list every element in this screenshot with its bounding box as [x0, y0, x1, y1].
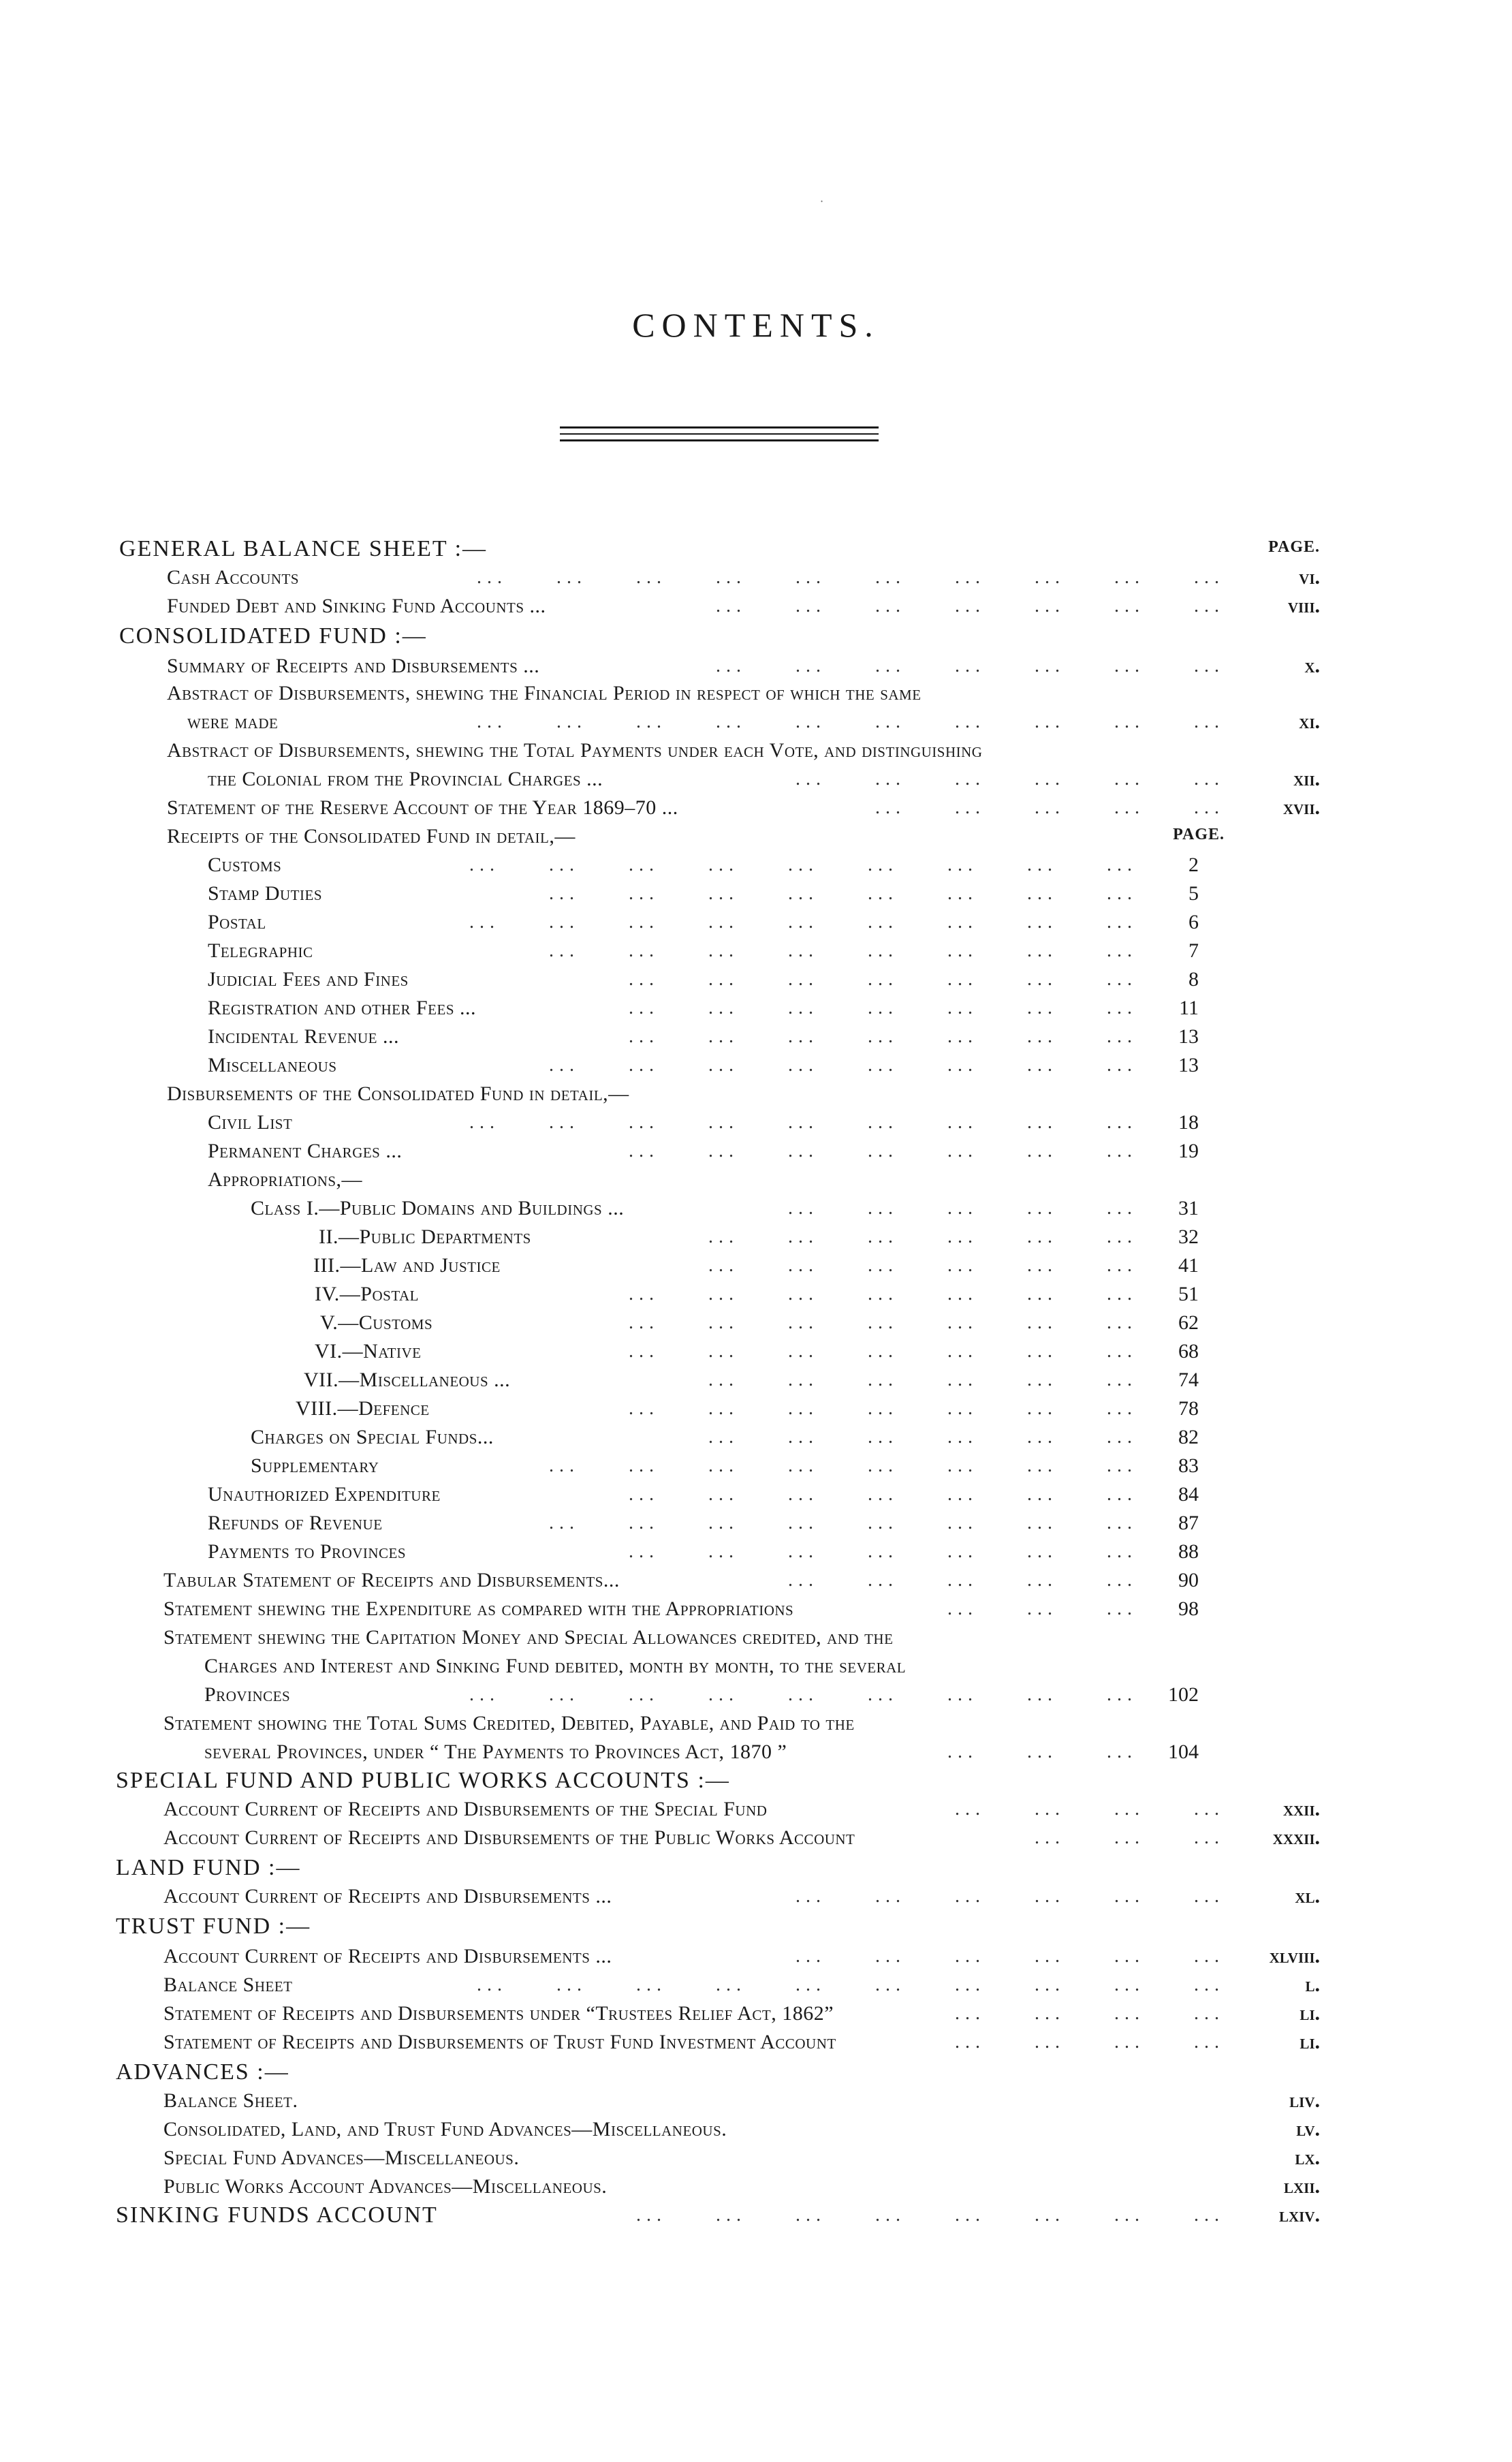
entry-title: Summary of Receipts and Disbursements ...	[167, 655, 540, 677]
leader-dots: ... ... ... ... ... ... ... ...	[549, 883, 1137, 904]
entry-title: Refunds of Revenue	[208, 1512, 383, 1534]
leader-dots: ... ... ... ... ... ... ...	[629, 1484, 1137, 1505]
entry-title: Account Current of Receipts and Disbursements of the Public Works Account	[163, 1826, 855, 1849]
entry-title: Public Works Account Advances—Miscellaneous.	[163, 2175, 608, 2198]
toc-entry	[0, 1138, 1512, 1165]
toc-entry	[0, 1796, 1512, 1823]
page-number: liv.	[1289, 2089, 1320, 2112]
toc-entry	[0, 2000, 1512, 2027]
page-number: 11	[1179, 997, 1199, 1019]
entry-title: Permanent Charges ...	[208, 1140, 403, 1162]
leader-dots: ... ... ... ...	[955, 2031, 1225, 2053]
toc-entry	[0, 1883, 1512, 1910]
entry-title: Funded Debt and Sinking Fund Accounts ...	[167, 595, 546, 617]
entry-title: VI.—Native	[315, 1340, 422, 1362]
page-number: 19	[1178, 1140, 1199, 1162]
title-rule	[560, 426, 879, 428]
entry-title: Unauthorized Expenditure	[208, 1483, 441, 1506]
toc-entry	[0, 2116, 1512, 2143]
leader-dots: ... ... ... ... ... ... ... ... ...	[469, 1684, 1137, 1705]
entry-title: SINKING FUNDS ACCOUNT	[116, 2202, 438, 2228]
leader-dots: ... ... ... ... ... ...	[708, 1427, 1137, 1448]
entry-title: GENERAL BALANCE SHEET :—	[119, 536, 488, 561]
toc-entry	[0, 909, 1512, 936]
entry-title: Postal	[208, 911, 266, 933]
entry-title: Registration and other Fees ...	[208, 997, 477, 1019]
page-number: l.	[1305, 1974, 1320, 1996]
toc-entry	[0, 1309, 1512, 1337]
toc-entry	[0, 1252, 1512, 1279]
entry-title: Cash Accounts	[167, 566, 300, 589]
toc-entry	[0, 737, 1512, 764]
title-rule	[560, 439, 879, 441]
entry-title: Provinces	[204, 1683, 291, 1706]
leader-dots: ... ... ... ... ... ... ... ... ...	[469, 1112, 1137, 1133]
toc-entry	[0, 1567, 1512, 1594]
toc-entry	[0, 653, 1512, 680]
leader-dots: ... ... ...	[1035, 1827, 1225, 1848]
entry-title: Telegraphic	[208, 939, 313, 962]
entry-title: Statement of the Reserve Account of the Year 1869–70 ...	[167, 796, 678, 819]
page-number: 5	[1188, 882, 1199, 905]
toc-entry	[0, 1367, 1512, 1394]
section-heading	[0, 1767, 1512, 1794]
page-number: 102	[1168, 1683, 1199, 1706]
toc-entry	[0, 1195, 1512, 1222]
page-number: 6	[1188, 911, 1199, 933]
leader-dots: ... ... ... ... ... ... ... ... ... ...	[477, 1974, 1225, 1995]
leader-dots: ... ... ... ... ... ...	[796, 768, 1225, 790]
entry-title: were made	[187, 711, 279, 733]
leader-dots: ... ... ... ... ... ... ... ... ... ...	[477, 567, 1225, 588]
toc-entry	[0, 995, 1512, 1022]
page-number: xlviii.	[1269, 1945, 1320, 1967]
leader-dots: ... ... ... ... ... ...	[708, 1369, 1137, 1390]
toc-entry	[0, 966, 1512, 993]
page-number: vi.	[1299, 566, 1320, 589]
section-heading	[0, 535, 1512, 563]
page-number: 98	[1178, 1598, 1199, 1620]
leader-dots: ... ... ... ... ... ... ...	[629, 1541, 1137, 1562]
entry-title: Consolidated, Land, and Trust Fund Advances—Miscellaneous.	[163, 2118, 727, 2140]
page-number: 7	[1188, 939, 1199, 962]
toc-entry	[0, 1338, 1512, 1365]
toc-entry	[0, 1481, 1512, 1508]
leader-dots: ... ... ... ... ...	[788, 1198, 1137, 1219]
toc-entry	[0, 2145, 1512, 2172]
page-number: 82	[1178, 1426, 1199, 1448]
entry-title: Account Current of Receipts and Disbursements ...	[163, 1945, 612, 1967]
toc-entry	[0, 1166, 1512, 1194]
leader-dots: ... ... ... ... ... ... ...	[629, 1398, 1137, 1419]
page-number: 18	[1178, 1111, 1199, 1134]
toc-entry	[0, 794, 1512, 822]
toc-entry	[0, 1681, 1512, 1709]
leader-dots: ... ... ... ... ... ...	[708, 1226, 1137, 1247]
entry-title: LAND FUND :—	[116, 1855, 301, 1880]
toc-entry	[0, 766, 1512, 793]
page-number: li.	[1300, 2002, 1320, 2025]
entry-title: Special Fund Advances—Miscellaneous.	[163, 2147, 520, 2169]
page-number: xxii.	[1282, 1798, 1320, 1820]
leader-dots: ... ... ... ... ...	[875, 797, 1225, 818]
entry-title: Balance Sheet.	[163, 2089, 298, 2112]
toc-entry	[0, 1023, 1512, 1050]
toc-entry	[0, 852, 1512, 879]
toc-entry	[0, 1080, 1512, 1108]
leader-dots: ... ... ... ... ... ... ... ...	[549, 940, 1137, 961]
leader-dots: ... ... ... ...	[955, 2003, 1225, 2024]
entry-title: Abstract of Disbursements, shewing the Financial Period in respect of which the same	[167, 682, 922, 704]
entry-title: II.—Public Departments	[319, 1226, 531, 1248]
leader-dots: ... ... ... ... ... ...	[708, 1255, 1137, 1276]
leader-dots: ... ... ... ...	[955, 1798, 1225, 1820]
page-number: 62	[1178, 1311, 1199, 1334]
toc-entry	[0, 1510, 1512, 1537]
page-number: 13	[1178, 1054, 1199, 1076]
page-number: 68	[1178, 1340, 1199, 1362]
entry-title: IV.—Postal	[315, 1283, 419, 1305]
leader-dots: ... ... ... ... ... ...	[796, 1946, 1225, 1967]
toc-entry	[0, 1395, 1512, 1422]
entry-title: Stamp Duties	[208, 882, 323, 905]
toc-entry	[0, 1624, 1512, 1651]
toc-entry	[0, 1452, 1512, 1480]
page-number: lx.	[1295, 2147, 1320, 2169]
toc-entry	[0, 1052, 1512, 1079]
section-heading	[0, 1913, 1512, 1940]
toc-entry	[0, 880, 1512, 907]
toc-entry	[0, 1224, 1512, 1251]
page-number: 8	[1188, 968, 1199, 991]
leader-dots: ... ... ... ... ... ... ... ...	[549, 1455, 1137, 1476]
toc-entry	[0, 2087, 1512, 2115]
toc-entry	[0, 937, 1512, 965]
section-heading	[0, 2202, 1512, 2229]
entry-title: Abstract of Disbursements, shewing the Total Payments under each Vote, and distinguishing	[167, 739, 983, 762]
entry-title: Customs	[208, 854, 282, 876]
entry-title: Appropriations,—	[208, 1168, 363, 1191]
leader-dots: ... ... ... ... ... ... ...	[629, 1312, 1137, 1333]
entry-title: Statement shewing the Capitation Money and Special Allowances credited, and the	[163, 1626, 894, 1649]
section-heading	[0, 623, 1512, 650]
entry-title: Statement of Receipts and Disbursements under “Trustees Relief Act, 1862”	[163, 2002, 834, 2025]
page-number: 83	[1178, 1454, 1199, 1477]
toc-entry	[0, 2029, 1512, 2056]
page-number: xxxii.	[1272, 1826, 1320, 1849]
page-column-label: PAGE.	[1268, 538, 1320, 556]
page-number: 104	[1168, 1741, 1199, 1763]
toc-entry	[0, 1595, 1512, 1623]
toc-entry	[0, 1538, 1512, 1565]
toc-entry	[0, 680, 1512, 707]
leader-dots: ... ... ... ... ... ... ... ... ...	[469, 854, 1137, 875]
leader-dots: ... ... ... ... ... ... ... ...	[549, 1512, 1137, 1533]
leader-dots: ... ... ... ... ... ... ...	[629, 1140, 1137, 1162]
section-heading	[0, 2059, 1512, 2086]
page-mark: ·	[820, 195, 824, 208]
toc-entry	[0, 1281, 1512, 1308]
entry-title: Receipts of the Consolidated Fund in detail,—	[167, 825, 576, 847]
toc-entry	[0, 2173, 1512, 2200]
entry-title: V.—Customs	[320, 1311, 433, 1334]
entry-title: Statement shewing the Expenditure as compared with the Appropriations	[163, 1598, 794, 1620]
toc-entry	[0, 1943, 1512, 1970]
page-number: lv.	[1296, 2118, 1320, 2140]
entry-title: Balance Sheet	[163, 1974, 293, 1996]
entry-title: Supplementary	[251, 1454, 379, 1477]
page-number: xi.	[1299, 711, 1320, 733]
leader-dots: ... ... ... ... ... ... ...	[629, 969, 1137, 990]
toc-entry	[0, 1972, 1512, 1999]
entry-title: Tabular Statement of Receipts and Disbursements...	[163, 1569, 620, 1591]
page-number: xl.	[1295, 1885, 1320, 1907]
leader-dots: ... ... ...	[947, 1741, 1137, 1762]
entry-title: Charges on Special Funds...	[251, 1426, 494, 1448]
leader-dots: ... ... ... ... ... ... ...	[716, 655, 1225, 676]
leader-dots: ... ... ...	[947, 1598, 1137, 1619]
page-number: x.	[1304, 655, 1320, 677]
leader-dots: ... ... ... ... ... ... ...	[629, 997, 1137, 1018]
entry-title: Disbursements of the Consolidated Fund in detail,—	[167, 1082, 629, 1105]
toc-entry	[0, 823, 1512, 850]
page-number: 84	[1178, 1483, 1199, 1506]
page-number: 13	[1178, 1025, 1199, 1048]
toc-entry	[0, 1824, 1512, 1852]
entry-title: Class I.—Public Domains and Buildings ...	[251, 1197, 625, 1219]
entry-title: Incidental Revenue ...	[208, 1025, 399, 1048]
entry-title: Account Current of Receipts and Disbursements ...	[163, 1885, 612, 1907]
entry-title: Civil List	[208, 1111, 293, 1134]
leader-dots: ... ... ... ... ... ... ... ...	[549, 1055, 1137, 1076]
entry-title: Account Current of Receipts and Disbursements of the Special Fund	[163, 1798, 768, 1820]
toc-entry	[0, 1739, 1512, 1766]
page-number: 32	[1178, 1226, 1199, 1248]
page-number: 78	[1178, 1397, 1199, 1420]
entry-title: SPECIAL FUND AND PUBLIC WORKS ACCOUNTS :—	[116, 1768, 730, 1793]
page-number: xvii.	[1282, 796, 1320, 819]
entry-title: Statement of Receipts and Disbursements of Trust Fund Investment Account	[163, 2031, 836, 2053]
title-rule	[560, 433, 879, 435]
page-number: 51	[1178, 1283, 1199, 1305]
entry-title: Statement showing the Total Sums Credited, Debited, Payable, and Paid to the	[163, 1712, 855, 1734]
entry-title: Miscellaneous	[208, 1054, 337, 1076]
toc-entry	[0, 1424, 1512, 1451]
entry-title: CONSOLIDATED FUND :—	[119, 623, 427, 649]
page-number: 88	[1178, 1540, 1199, 1563]
toc-entry	[0, 708, 1512, 736]
page-title: CONTENTS.	[632, 306, 880, 344]
leader-dots: ... ... ... ... ... ... ...	[629, 1341, 1137, 1362]
toc-entry	[0, 1653, 1512, 1680]
entry-title: VIII.—Defence	[296, 1397, 430, 1420]
page-number: viii.	[1287, 595, 1320, 617]
leader-dots: ... ... ... ... ... ... ... ... ...	[469, 911, 1137, 933]
page-number: 2	[1188, 854, 1199, 876]
page-number: lxii.	[1283, 2175, 1320, 2198]
leader-dots: ... ... ... ... ... ... ... ... ... ...	[477, 711, 1225, 732]
leader-dots: ... ... ... ... ... ... ... ...	[636, 2204, 1225, 2226]
page-number: 41	[1178, 1254, 1199, 1277]
entry-title: several Provinces, under “ The Payments to Provinces Act, 1870 ”	[204, 1741, 787, 1763]
page-column-label: PAGE.	[1173, 826, 1225, 843]
entry-title: Judicial Fees and Fines	[208, 968, 409, 991]
entry-title: VII.—Miscellaneous ...	[304, 1369, 511, 1391]
toc-entry	[0, 564, 1512, 591]
page-number: 87	[1178, 1512, 1199, 1534]
leader-dots: ... ... ... ... ... ... ...	[716, 595, 1225, 617]
entry-title: the Colonial from the Provincial Charges ...	[208, 768, 603, 790]
toc-entry	[0, 1710, 1512, 1737]
toc-entry	[0, 1109, 1512, 1136]
entry-title: Charges and Interest and Sinking Fund debited, month by month, to the several	[204, 1655, 907, 1677]
toc-entry	[0, 593, 1512, 620]
page-number: 31	[1178, 1197, 1199, 1219]
leader-dots: ... ... ... ... ... ... ...	[629, 1026, 1137, 1047]
entry-title: III.—Law and Justice	[313, 1254, 501, 1277]
leader-dots: ... ... ... ... ... ...	[796, 1886, 1225, 1907]
section-heading	[0, 1854, 1512, 1882]
page-number: 90	[1178, 1569, 1199, 1591]
page-number: 74	[1178, 1369, 1199, 1391]
page-number: xii.	[1293, 768, 1320, 790]
leader-dots: ... ... ... ... ...	[788, 1570, 1137, 1591]
entry-title: Payments to Provinces	[208, 1540, 407, 1563]
entry-title: ADVANCES :—	[116, 2059, 289, 2085]
leader-dots: ... ... ... ... ... ... ...	[629, 1283, 1137, 1305]
page-number: lxiv.	[1278, 2204, 1320, 2226]
entry-title: TRUST FUND :—	[116, 1914, 311, 1939]
page-number: li.	[1300, 2031, 1320, 2053]
